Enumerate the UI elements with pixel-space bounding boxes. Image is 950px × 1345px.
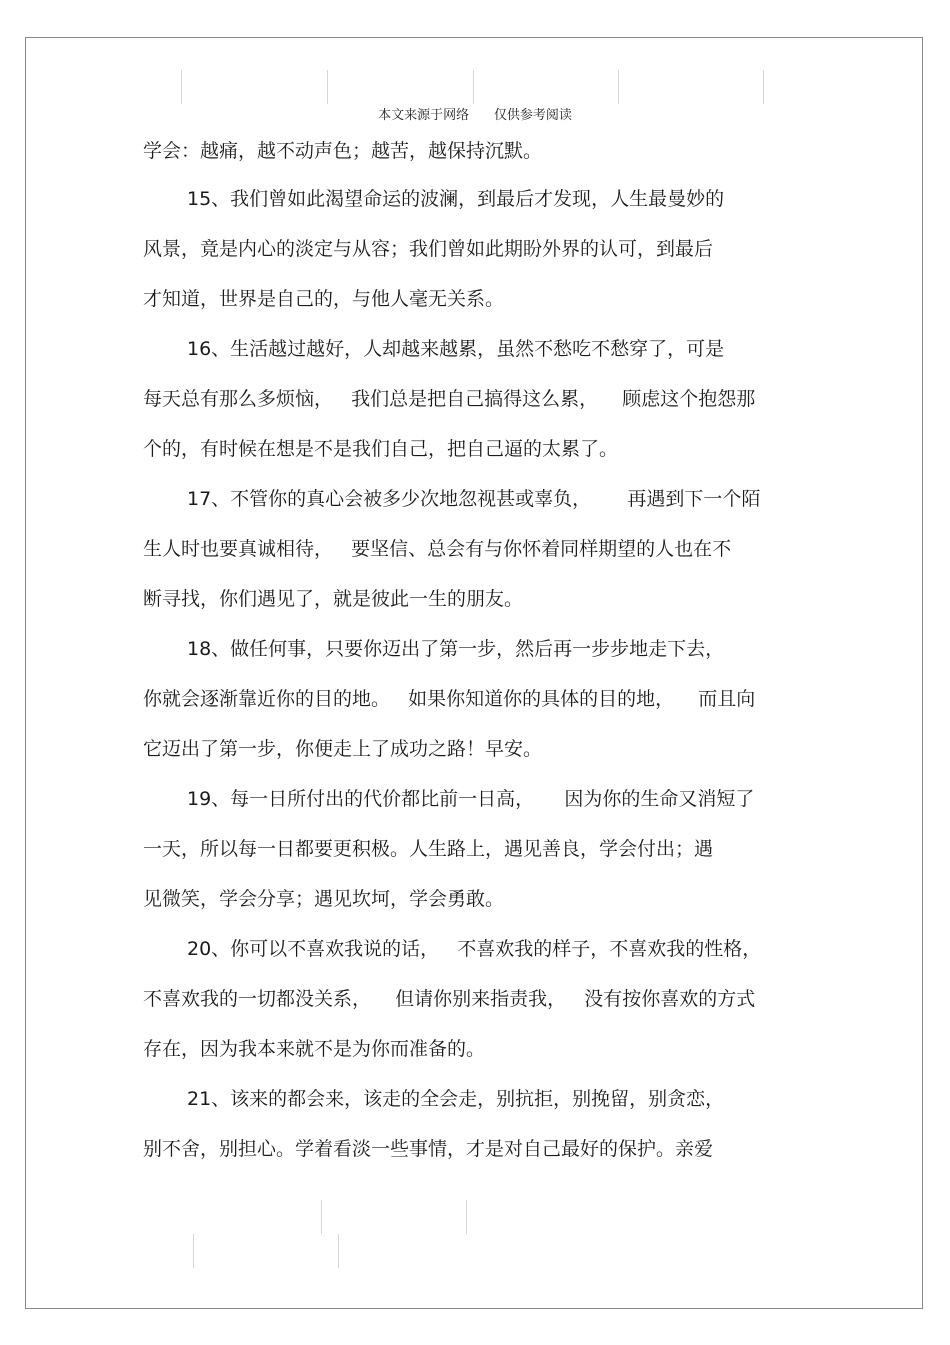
paragraph-20-line: 20、你可以不喜欢我说的话， 不喜欢我的样子，不喜欢我的性格， (187, 938, 762, 960)
paragraph-20-line: 存在，因为我本来就不是为你而准备的。 (143, 1038, 486, 1060)
bottom-divider-mark (338, 1234, 339, 1268)
bottom-divider-mark (466, 1200, 467, 1234)
paragraph-15-line: 才知道，世界是自己的，与他人毫无关系。 (143, 288, 505, 310)
paragraph-17-line: 断寻找，你们遇见了，就是彼此一生的朋友。 (143, 588, 524, 610)
top-divider-mark (763, 70, 764, 104)
paragraph-18-line: 18、做任何事，只要你迈出了第一步，然后再一步步地走下去， (187, 638, 725, 660)
paragraph-19-line: 一天，所以每一日都要更积极。人生路上，遇见善良，学会付出；遇 (143, 838, 714, 860)
bottom-divider-mark (321, 1200, 322, 1234)
paragraph-15-line: 风景，竟是内心的淡定与从容；我们曾如此期盼外界的认可，到最后 (143, 238, 714, 260)
source-note: 本文来源于网络 仅供参考阅读 (378, 108, 572, 123)
top-divider-mark (473, 70, 474, 104)
paragraph-21-line: 21、该来的都会来，该走的全会走，别抗拒，别挽留，别贪恋， (187, 1088, 725, 1110)
paragraph-15-line: 15、我们曾如此渴望命运的波澜，到最后才发现，人生最曼妙的 (187, 188, 725, 210)
paragraph-17-line: 生人时也要真诚相待， 要坚信、总会有与你怀着同样期望的人也在不 (143, 538, 732, 560)
paragraph-20-line: 不喜欢我的一切都没关系， 但请你别来指责我， 没有按你喜欢的方式 (143, 988, 756, 1010)
paragraph-19-line: 见微笑，学会分享；遇见坎坷，学会勇敢。 (143, 888, 505, 910)
paragraph-16-line: 个的，有时候在想是不是我们自己，把自己逼的太累了。 (143, 438, 619, 460)
paragraph-18-line: 它迈出了第一步，你便走上了成功之路！早安。 (143, 738, 543, 760)
paragraph-18-line: 你就会逐渐靠近你的目的地。 如果你知道你的具体的目的地， 而且向 (143, 688, 756, 710)
top-divider-mark (618, 70, 619, 104)
paragraph-16-line: 16、生活越过越好，人却越来越累，虽然不愁吃不愁穿了，可是 (187, 338, 725, 360)
bottom-divider-mark (193, 1234, 194, 1268)
paragraph-16-line: 每天总有那么多烦恼， 我们总是把自己搞得这么累， 顾虑这个抱怨那 (143, 388, 756, 410)
top-divider-mark (327, 70, 328, 104)
text-line: 学会：越痛，越不动声色；越苦，越保持沉默。 (143, 140, 543, 162)
top-divider-mark (181, 70, 182, 104)
paragraph-17-line: 17、不管你的真心会被多少次地忽视甚或辜负， 再遇到下一个陌 (187, 488, 761, 510)
paragraph-21-line: 别不舍，别担心。学着看淡一些事情，才是对自己最好的保护。亲爱 (143, 1138, 714, 1160)
paragraph-19-line: 19、每一日所付出的代价都比前一日高， 因为你的生命又消短了 (187, 788, 755, 810)
page-frame (25, 37, 923, 1309)
